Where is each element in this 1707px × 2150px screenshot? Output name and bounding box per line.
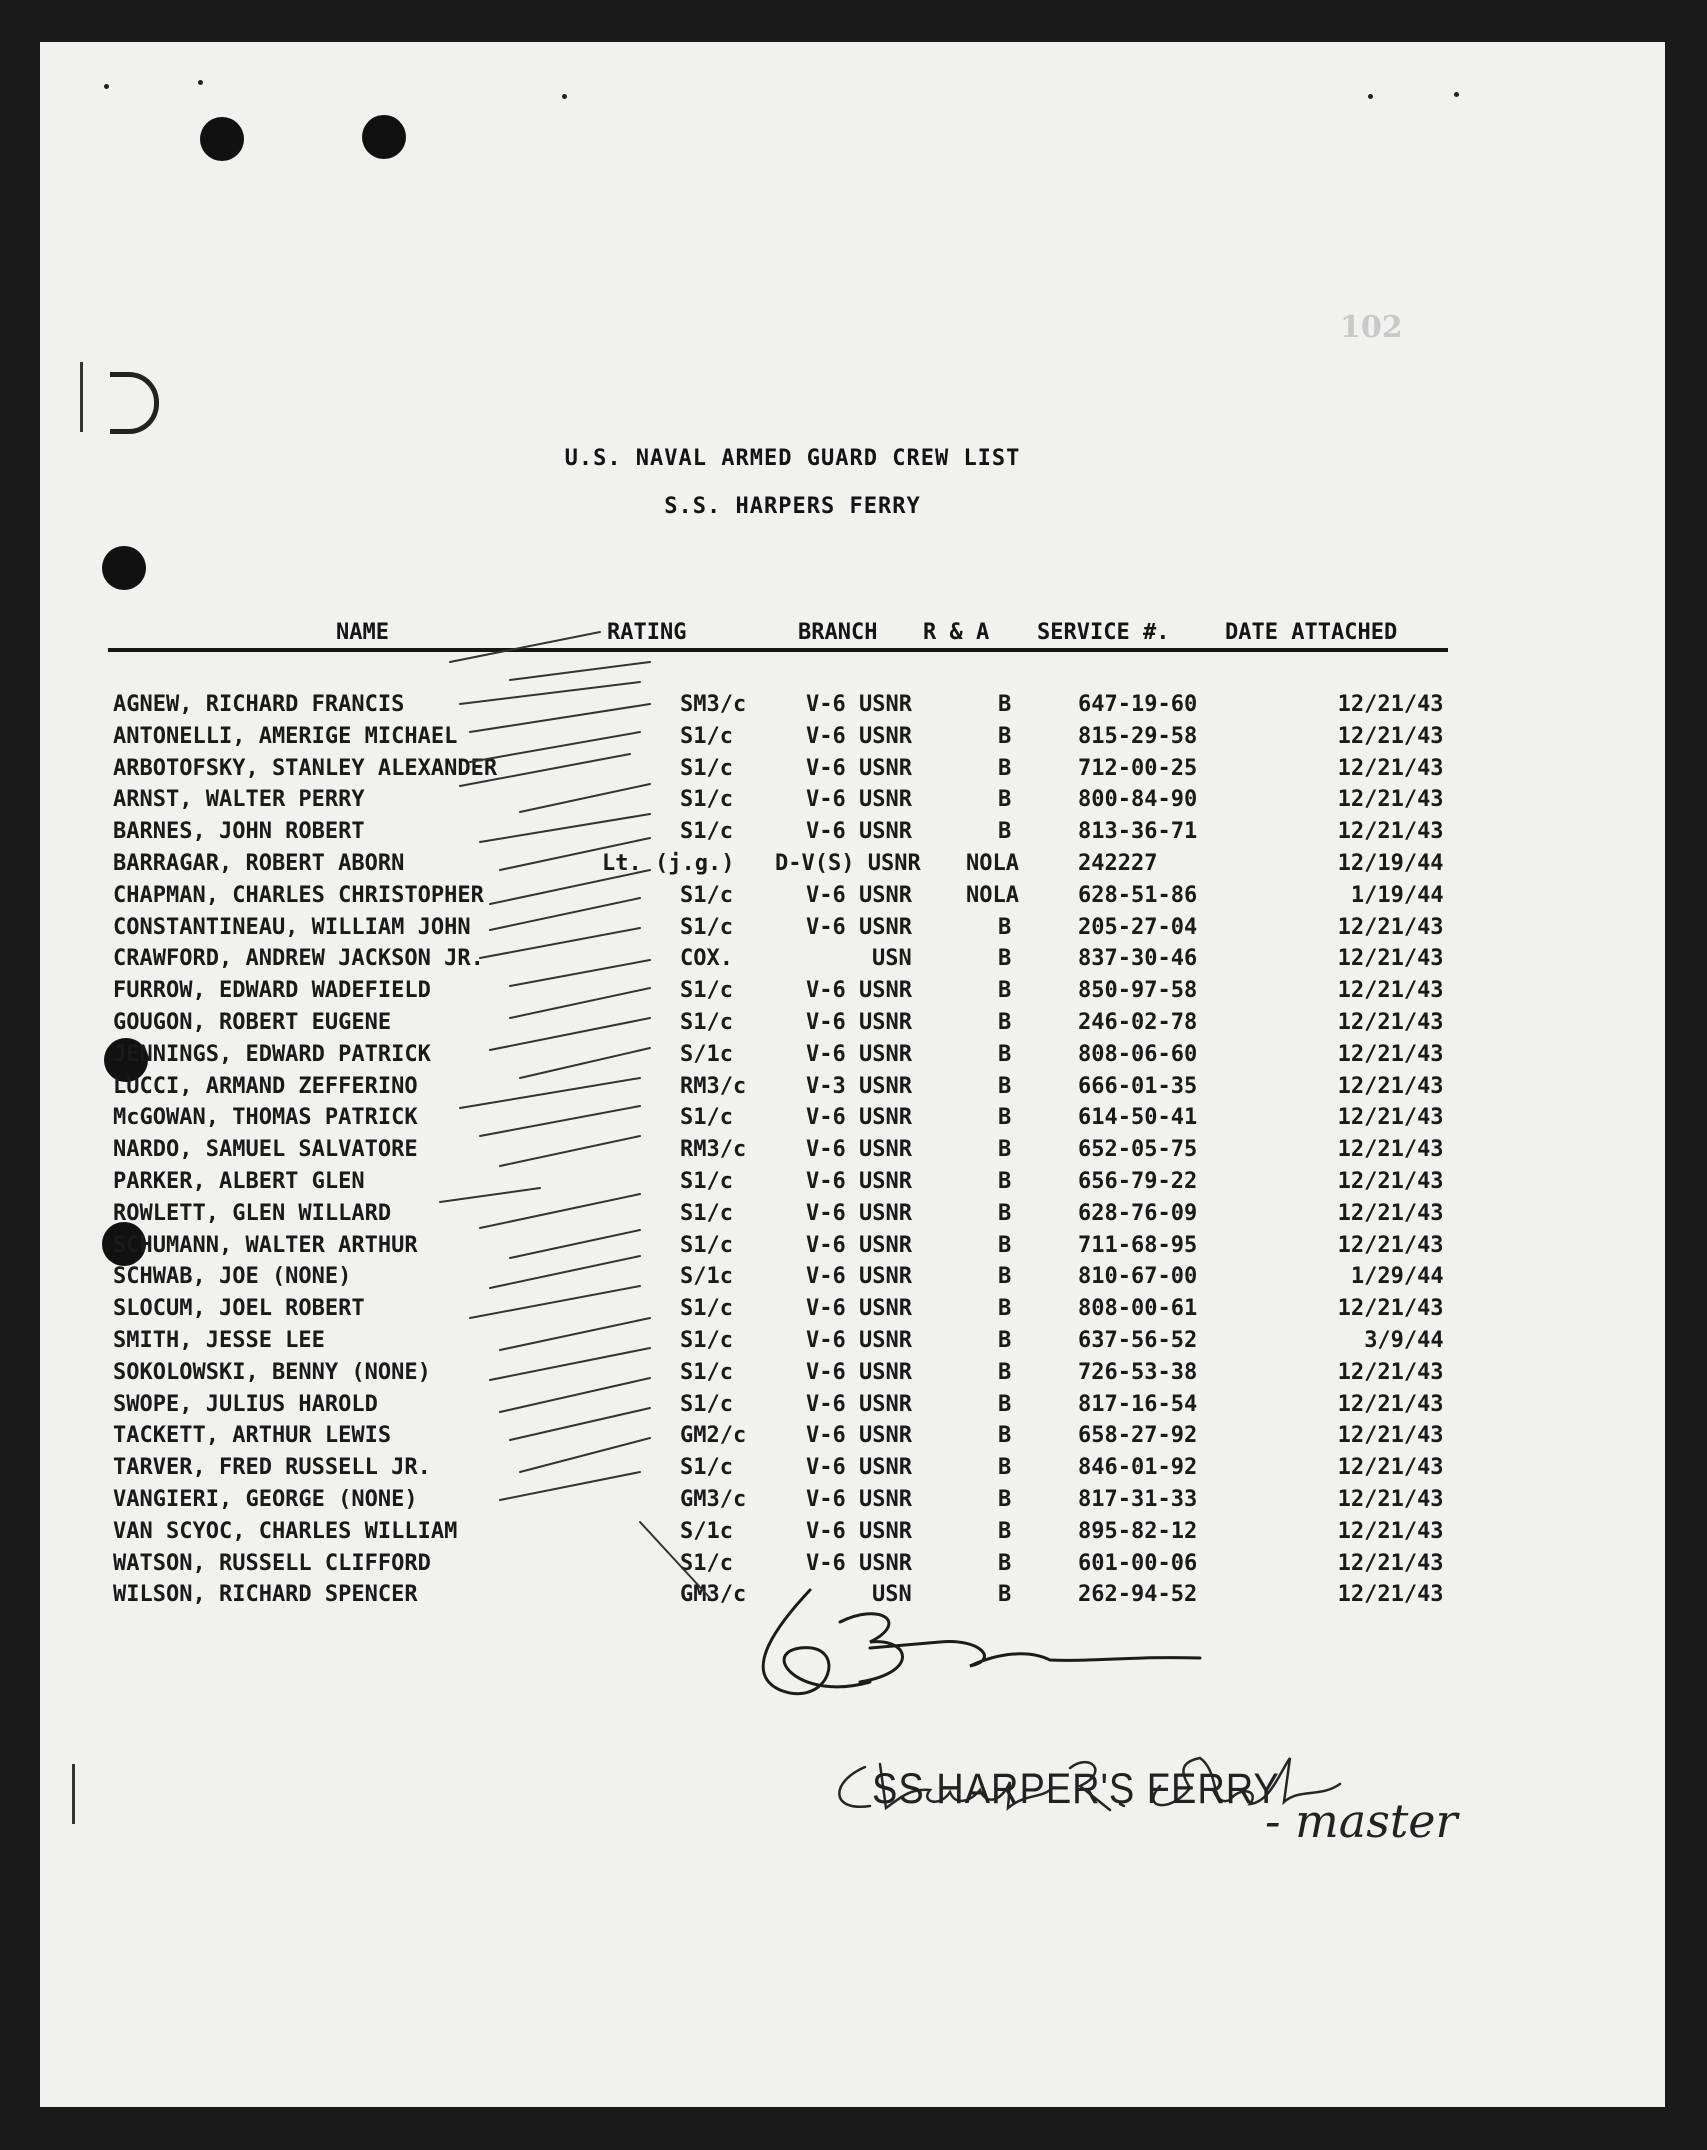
crew-date-attached: 12/21/43 — [1337, 1582, 1444, 1608]
crew-date-attached: 1/19/44 — [1350, 882, 1444, 908]
crew-name: SCHUMANN, WALTER ARTHUR — [113, 1232, 418, 1258]
crew-ra: B — [998, 1137, 1012, 1163]
crew-rating: GM3/c — [680, 1487, 747, 1512]
crew-service-number: 262-94-52 — [1078, 1582, 1198, 1608]
crew-branch: V-6 USNR — [806, 1232, 912, 1258]
crew-rating: S1/c — [680, 1200, 733, 1226]
crew-branch: D-V(S) USNR — [775, 851, 921, 876]
crew-rating: SM3/c — [680, 692, 747, 717]
crew-ra: B — [998, 1518, 1012, 1544]
crew-branch: USN — [872, 1582, 912, 1608]
crew-ra: B — [998, 1041, 1012, 1067]
col-header-branch: BRANCH — [798, 620, 878, 645]
crew-service-number: 846-01-92 — [1078, 1455, 1198, 1481]
crew-name: LUCCI, ARMAND ZEFFERINO — [113, 1073, 418, 1099]
crew-date-attached: 12/21/43 — [1337, 819, 1444, 845]
crew-date-attached: 12/21/43 — [1337, 1105, 1444, 1131]
crew-date-attached: 12/21/43 — [1337, 914, 1444, 940]
crew-name: ARBOTOFSKY, STANLEY ALEXANDER — [113, 755, 498, 781]
crew-ra: B — [998, 1169, 1012, 1194]
crew-ra: B — [998, 692, 1012, 717]
crew-branch: V-6 USNR — [806, 1296, 912, 1322]
crew-date-attached: 1/29/44 — [1350, 1264, 1444, 1290]
crew-ra: B — [998, 946, 1012, 972]
crew-ra: B — [998, 1582, 1012, 1608]
crew-date-attached: 12/21/43 — [1337, 1359, 1444, 1385]
crew-branch: V-6 USNR — [806, 1010, 912, 1035]
crew-ra: NOLA — [966, 851, 1019, 876]
crew-service-number: 808-06-60 — [1078, 1041, 1198, 1067]
crew-date-attached: 12/21/43 — [1337, 1200, 1444, 1226]
crew-service-number: 628-76-09 — [1078, 1200, 1198, 1226]
crew-ra: B — [998, 1455, 1012, 1481]
officer-signature — [763, 1590, 1200, 1694]
crew-rating: GM2/c — [680, 1423, 747, 1449]
crew-date-attached: 12/21/43 — [1337, 1041, 1444, 1067]
document-page — [40, 42, 1665, 2107]
crew-service-number: 817-16-54 — [1078, 1391, 1198, 1417]
crew-service-number: 895-82-12 — [1078, 1518, 1198, 1544]
crew-name: SCHWAB, JOE (NONE) — [113, 1264, 352, 1290]
crew-service-number: 614-50-41 — [1078, 1105, 1198, 1131]
crew-date-attached: 12/21/43 — [1337, 1010, 1444, 1035]
crew-rating: S1/c — [680, 914, 733, 940]
document-title: U.S. NAVAL ARMED GUARD CREW LIST — [564, 446, 1021, 471]
crew-branch: V-6 USNR — [806, 1137, 912, 1163]
crew-service-number: 656-79-22 — [1078, 1169, 1198, 1194]
crew-service-number: 666-01-35 — [1078, 1073, 1198, 1099]
crew-rating: S1/c — [680, 1550, 733, 1576]
crew-service-number: 726-53-38 — [1078, 1359, 1198, 1385]
crew-ra: B — [998, 1105, 1012, 1131]
crew-name: TACKETT, ARTHUR LEWIS — [113, 1423, 392, 1449]
crew-branch: V-6 USNR — [806, 1041, 912, 1067]
crew-ra: B — [998, 1391, 1012, 1417]
crew-branch: V-6 USNR — [806, 1264, 912, 1290]
crew-rating: S1/c — [680, 1328, 733, 1353]
col-header-rating: RATING — [607, 620, 687, 645]
crew-ra: B — [998, 755, 1012, 781]
crew-name: ANTONELLI, AMERIGE MICHAEL — [113, 723, 458, 749]
crew-branch: V-6 USNR — [806, 1455, 912, 1481]
document-subtitle: S.S. HARPERS FERRY — [664, 494, 921, 519]
crew-rating: S1/c — [680, 1169, 733, 1194]
crew-service-number: 817-31-33 — [1078, 1487, 1198, 1512]
crew-name: AGNEW, RICHARD FRANCIS — [113, 692, 405, 717]
crew-branch: USN — [872, 946, 912, 972]
crew-service-number: 637-56-52 — [1078, 1328, 1198, 1353]
crew-name: GOUGON, ROBERT EUGENE — [113, 1010, 392, 1035]
crew-name: ARNST, WALTER PERRY — [113, 787, 365, 813]
crew-ra: B — [998, 1010, 1012, 1035]
crew-rating: S1/c — [680, 1455, 733, 1481]
crew-name: NARDO, SAMUEL SALVATORE — [113, 1137, 418, 1163]
crew-date-attached: 12/21/43 — [1337, 1455, 1444, 1481]
crew-rating: S1/c — [680, 723, 733, 749]
crew-branch: V-6 USNR — [806, 1391, 912, 1417]
crew-service-number: 246-02-78 — [1078, 1010, 1198, 1035]
crew-branch: V-6 USNR — [806, 1423, 912, 1449]
crew-branch: V-6 USNR — [806, 1550, 912, 1576]
crew-name: VANGIERI, GEORGE (NONE) — [113, 1487, 418, 1512]
col-header-date: DATE ATTACHED — [1225, 620, 1398, 645]
crew-name: BARNES, JOHN ROBERT — [113, 819, 365, 845]
crew-rating: RM3/c — [680, 1073, 747, 1099]
crew-date-attached: 12/21/43 — [1337, 755, 1444, 781]
crew-service-number: 808-00-61 — [1078, 1296, 1198, 1322]
col-header-name: NAME — [336, 620, 389, 645]
crew-date-attached: 12/21/43 — [1337, 1296, 1444, 1322]
master-stamp: SS HARPER'S FERRY — [872, 1766, 1280, 1814]
crew-name: CHAPMAN, CHARLES CHRISTOPHER — [113, 882, 484, 908]
crew-ra: B — [998, 1359, 1012, 1385]
crew-service-number: 658-27-92 — [1078, 1423, 1198, 1449]
crew-service-number: 815-29-58 — [1078, 723, 1198, 749]
crew-date-attached: 12/21/43 — [1337, 692, 1444, 717]
crew-branch: V-6 USNR — [806, 1200, 912, 1226]
crew-name: SWOPE, JULIUS HAROLD — [113, 1391, 378, 1417]
crew-rating: S1/c — [680, 1010, 733, 1035]
crew-name: CRAWFORD, ANDREW JACKSON JR. — [113, 946, 484, 972]
crew-date-attached: 12/21/43 — [1337, 1487, 1444, 1512]
crew-rating: S1/c — [680, 1296, 733, 1322]
crew-rating: S1/c — [680, 1232, 733, 1258]
crew-date-attached: 12/19/44 — [1337, 851, 1444, 876]
crew-ra: B — [998, 1264, 1012, 1290]
crew-name: SOKOLOWSKI, BENNY (NONE) — [113, 1359, 431, 1385]
crew-service-number: 800-84-90 — [1078, 787, 1198, 813]
crew-branch: V-6 USNR — [806, 692, 912, 717]
crew-rating: S1/c — [680, 787, 733, 813]
crew-date-attached: 12/21/43 — [1337, 978, 1444, 1004]
crew-service-number: 647-19-60 — [1078, 692, 1198, 717]
crew-name: McGOWAN, THOMAS PATRICK — [113, 1105, 418, 1131]
crew-date-attached: 12/21/43 — [1337, 723, 1444, 749]
crew-date-attached: 12/21/43 — [1337, 1232, 1444, 1258]
crew-rating: S1/c — [680, 978, 733, 1004]
crew-service-number: 652-05-75 — [1078, 1137, 1198, 1163]
crew-date-attached: 12/21/43 — [1337, 787, 1444, 813]
crew-branch: V-6 USNR — [806, 1105, 912, 1131]
crew-rating: S1/c — [680, 1105, 733, 1131]
crew-branch: V-6 USNR — [806, 1328, 912, 1353]
crew-ra: B — [998, 1487, 1012, 1512]
crew-branch: V-6 USNR — [806, 1169, 912, 1194]
crew-branch: V-6 USNR — [806, 1518, 912, 1544]
crew-branch: V-6 USNR — [806, 882, 912, 908]
crew-name: JENNINGS, EDWARD PATRICK — [113, 1041, 431, 1067]
crew-date-attached: 12/21/43 — [1337, 1137, 1444, 1163]
crew-rating: RM3/c — [680, 1137, 747, 1163]
crew-ra: B — [998, 819, 1012, 845]
col-header-ra: R & A — [923, 620, 990, 645]
crew-ra: B — [998, 1550, 1012, 1576]
crew-branch: V-6 USNR — [806, 914, 912, 940]
crew-rating: S1/c — [680, 755, 733, 781]
crew-service-number: 810-67-00 — [1078, 1264, 1198, 1290]
crew-ra: B — [998, 1232, 1012, 1258]
crew-rating: S1/c — [680, 882, 733, 908]
crew-service-number: 242227 — [1078, 851, 1158, 876]
crew-service-number: 837-30-46 — [1078, 946, 1198, 972]
crew-branch: V-6 USNR — [806, 1487, 912, 1512]
crew-service-number: 628-51-86 — [1078, 882, 1198, 908]
crew-ra: B — [998, 914, 1012, 940]
crew-name: WILSON, RICHARD SPENCER — [113, 1582, 418, 1608]
crew-rating: S1/c — [680, 1359, 733, 1385]
crew-ra: B — [998, 1200, 1012, 1226]
crew-date-attached: 12/21/43 — [1337, 1518, 1444, 1544]
crew-rating: S/1c — [680, 1041, 733, 1067]
crew-rating: Lt. (j.g.) — [602, 851, 735, 876]
crew-date-attached: 12/21/43 — [1337, 1073, 1444, 1099]
crew-branch: V-3 USNR — [806, 1073, 912, 1099]
crew-rating: S1/c — [680, 1391, 733, 1417]
crew-name: BARRAGAR, ROBERT ABORN — [113, 851, 405, 876]
crew-name: CONSTANTINEAU, WILLIAM JOHN — [113, 914, 471, 940]
crew-date-attached: 12/21/43 — [1337, 1391, 1444, 1417]
crew-ra: B — [998, 1423, 1012, 1449]
crew-service-number: 205-27-04 — [1078, 914, 1198, 940]
crew-name: SLOCUM, JOEL ROBERT — [113, 1296, 365, 1322]
crew-branch: V-6 USNR — [806, 978, 912, 1004]
crew-name: VAN SCYOC, CHARLES WILLIAM — [113, 1518, 458, 1544]
master-title: - master — [1265, 1794, 1458, 1848]
crew-name: WATSON, RUSSELL CLIFFORD — [113, 1550, 431, 1576]
crew-name: FURROW, EDWARD WADEFIELD — [113, 978, 431, 1004]
crew-name: PARKER, ALBERT GLEN — [113, 1169, 365, 1194]
crew-ra: B — [998, 723, 1012, 749]
crew-service-number: 712-00-25 — [1078, 755, 1198, 781]
crew-rating: GM3/c — [680, 1582, 747, 1608]
crew-branch: V-6 USNR — [806, 1359, 912, 1385]
crew-rating: COX. — [680, 946, 733, 972]
crew-ra: B — [998, 787, 1012, 813]
crew-branch: V-6 USNR — [806, 819, 912, 845]
crew-date-attached: 12/21/43 — [1337, 946, 1444, 972]
crew-service-number: 601-00-06 — [1078, 1550, 1198, 1576]
crew-ra: B — [998, 1073, 1012, 1099]
crew-ra: NOLA — [966, 882, 1019, 908]
crew-service-number: 813-36-71 — [1078, 819, 1198, 845]
crew-service-number: 711-68-95 — [1078, 1232, 1198, 1258]
crew-branch: V-6 USNR — [806, 787, 912, 813]
crew-name: TARVER, FRED RUSSELL JR. — [113, 1455, 431, 1481]
crew-rating: S1/c — [680, 819, 733, 845]
crew-ra: B — [998, 1328, 1012, 1353]
page-number: 102 — [1340, 310, 1403, 345]
crew-name: SMITH, JESSE LEE — [113, 1328, 325, 1353]
crew-branch: V-6 USNR — [806, 755, 912, 781]
crew-date-attached: 3/9/44 — [1364, 1328, 1444, 1353]
crew-rating: S/1c — [680, 1518, 733, 1544]
col-header-service: SERVICE #. — [1037, 620, 1170, 645]
crew-name: ROWLETT, GLEN WILLARD — [113, 1200, 392, 1226]
crew-date-attached: 12/21/43 — [1337, 1550, 1444, 1576]
crew-branch: V-6 USNR — [806, 723, 912, 749]
crew-service-number: 850-97-58 — [1078, 978, 1198, 1004]
crew-date-attached: 12/21/43 — [1337, 1169, 1444, 1194]
crew-rating: S/1c — [680, 1264, 733, 1290]
crew-date-attached: 12/21/43 — [1337, 1423, 1444, 1449]
crew-ra: B — [998, 1296, 1012, 1322]
crew-ra: B — [998, 978, 1012, 1004]
